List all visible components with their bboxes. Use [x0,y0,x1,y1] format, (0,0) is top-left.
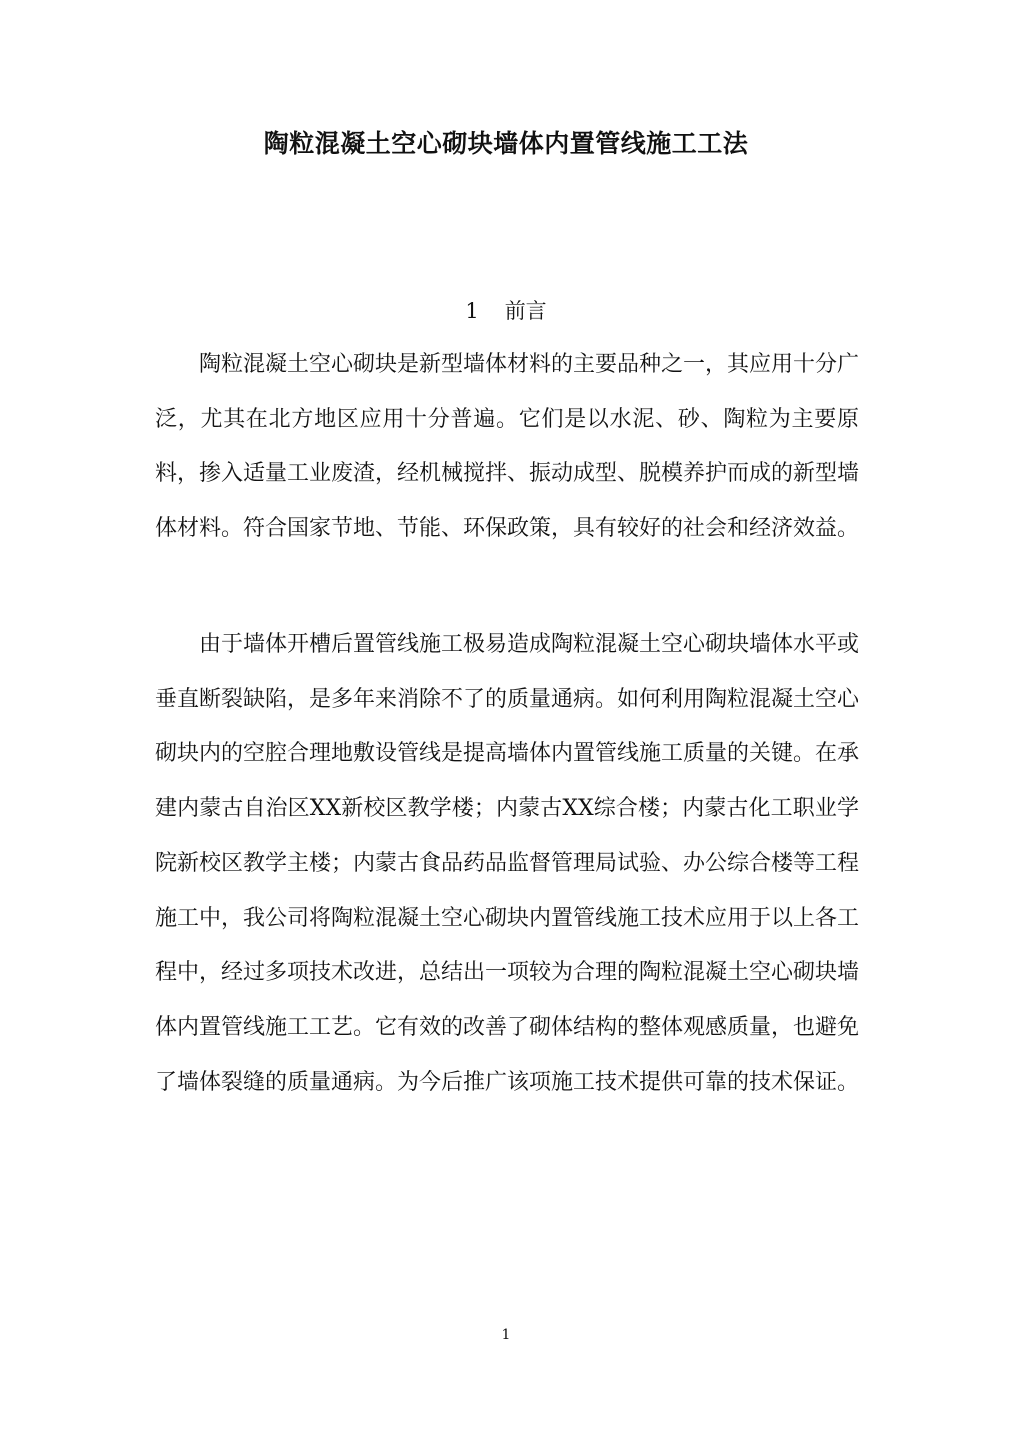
section-heading [0,294,1012,328]
section-number: 1 [465,299,479,323]
page-number: 1 [501,1327,511,1343]
section-title: 前言 [504,299,547,323]
paragraph-intro: 陶粒混凝土空心砌块是新型墙体材料的主要品种之一，其应用十分广泛，尤其在北方地区应用十分普遍。它们是以水泥、砂、陶粒为主要原料，掺入适量工业废渣，经机械搅拌、振动成型、脱模养护而成的新型墙体材料。符合国家节地、节能、环保政策，具有较好的社会和经济效益。 [155,352,860,542]
paragraph-background: 由于墙体开槽后置管线施工极易造成陶粒混凝土空心砌块墙体水平或垂直断裂缺陷，是多年来消除不了的质量通病。如何利用陶粒混凝土空心砌块内的空腔合理地敷设管线是提高墙体内置管线施工质量的关键。在承建内蒙古自治区XX新校区教学楼；内蒙古XX综合楼；内蒙古化工职业学院新校区教学主楼；内蒙古食品药品监督管理局试验、办公综合楼等工程施工中，我公司将陶粒混凝土空心砌块内置管线施工技术应用于以上各工程中，经过多项技术改进，总结出一项较为合理的陶粒混凝土空心砌块墙体内置管线施工工艺。它有效的改善了砌体结构的整体观感质量，也避免了墙体裂缝的质量通病。为今后推广该项施工技术提供可靠的技术保证。 [155,632,860,1095]
document-title: 陶粒混凝土空心砌块墙体内置管线施工工法 [263,129,749,158]
